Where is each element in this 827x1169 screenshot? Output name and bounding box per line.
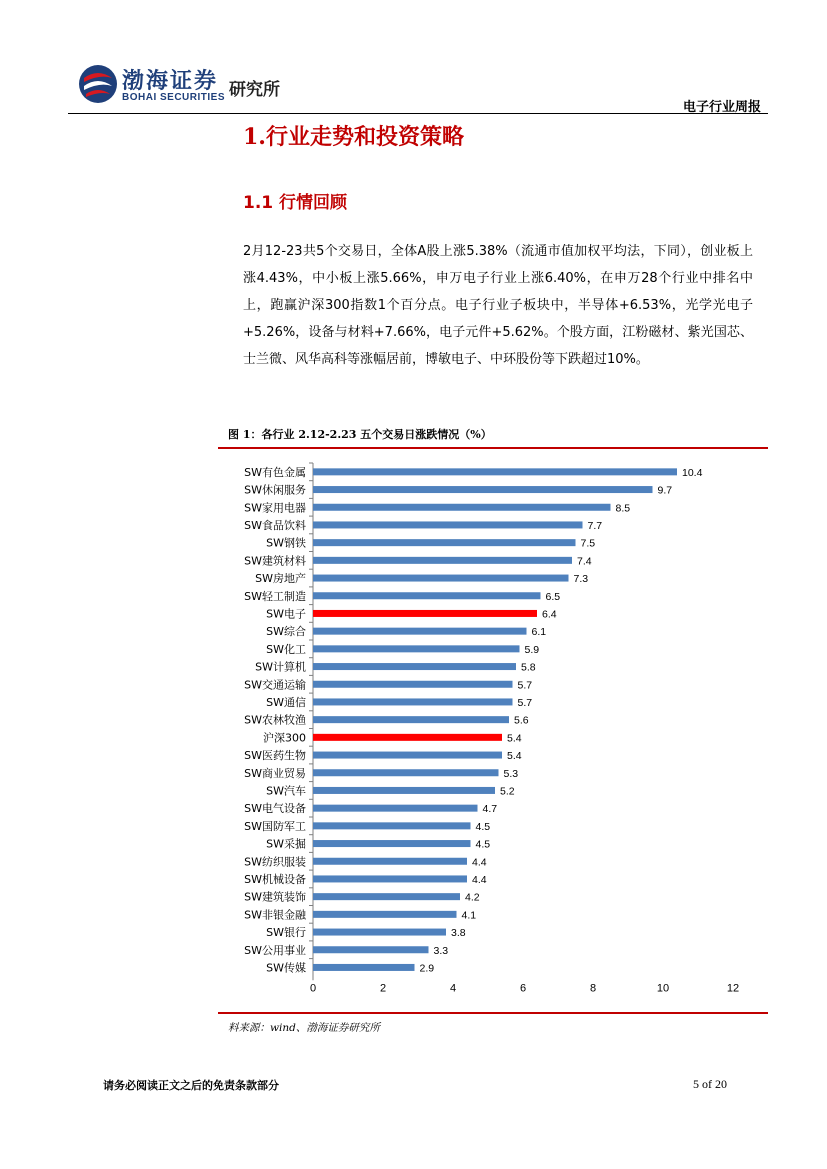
- data-label: 4.4: [472, 873, 487, 886]
- bar: [313, 911, 457, 918]
- category-label: SW电气设备: [244, 802, 306, 816]
- category-label: SW家用电器: [244, 501, 306, 515]
- bar: [313, 822, 471, 829]
- section-heading: 1.行业走势和投资策略: [243, 124, 464, 150]
- data-label: 4.1: [461, 909, 477, 922]
- data-label: 4.7: [482, 803, 498, 816]
- category-label: SW纺织服装: [244, 855, 306, 869]
- category-label: SW通信: [266, 695, 306, 709]
- bar: [313, 946, 429, 953]
- x-tick-label: 10: [656, 982, 670, 995]
- x-tick-label: 4: [449, 982, 457, 995]
- data-label: 6.1: [531, 626, 547, 639]
- data-label: 7.7: [587, 519, 603, 532]
- header-divider: [68, 113, 768, 114]
- data-label: 6.4: [542, 608, 557, 621]
- company-name-en: BOHAI SECURITIES: [122, 92, 226, 103]
- category-label: SW食品饮料: [244, 518, 306, 532]
- data-label: 5.2: [500, 785, 515, 798]
- page-number: 5 of 20: [693, 1077, 727, 1091]
- category-label: SW房地产: [255, 572, 306, 586]
- category-label: SW计算机: [255, 660, 306, 674]
- data-label: 5.4: [507, 750, 522, 763]
- category-label: SW医药生物: [244, 749, 306, 763]
- bar: [313, 698, 513, 705]
- category-label: SW有色金属: [244, 465, 306, 479]
- bar: [313, 557, 572, 564]
- x-tick-label: 0: [309, 982, 317, 995]
- category-label: SW建筑装饰: [244, 890, 306, 904]
- report-type: 电子行业周报: [682, 100, 761, 115]
- bar: [313, 504, 611, 511]
- bar: [313, 628, 527, 635]
- bar: [313, 663, 516, 670]
- category-label: SW公用事业: [244, 943, 306, 957]
- bar: [313, 752, 502, 759]
- x-tick-label: 2: [379, 982, 387, 995]
- data-label: 5.4: [507, 732, 522, 745]
- bar: [313, 592, 541, 599]
- bar: [313, 787, 495, 794]
- category-label: SW综合: [266, 625, 306, 639]
- category-label: SW休闲服务: [244, 483, 306, 497]
- bar: [313, 858, 467, 865]
- bar: [313, 875, 467, 882]
- data-label: 4.2: [465, 891, 480, 904]
- bar: [313, 716, 509, 723]
- bar: [313, 468, 677, 475]
- category-label: SW汽车: [266, 784, 306, 798]
- data-label: 7.3: [573, 573, 589, 586]
- bar: [313, 840, 471, 847]
- figure-bottom-rule: [218, 1012, 768, 1014]
- category-label: SW交通运输: [244, 678, 306, 692]
- x-tick-label: 6: [519, 982, 527, 995]
- data-label: 5.8: [521, 661, 536, 674]
- data-label: 3.3: [433, 944, 449, 957]
- data-label: 5.7: [517, 696, 533, 709]
- bar: [313, 769, 499, 776]
- category-label: SW化工: [266, 642, 306, 656]
- highlight-bar: [313, 610, 537, 617]
- category-label: SW非银金融: [244, 908, 306, 922]
- category-label: SW轻工制造: [244, 589, 306, 603]
- data-label: 5.6: [514, 714, 529, 727]
- bar: [313, 486, 653, 493]
- category-label: SW国防军工: [244, 819, 306, 833]
- company-name-cn: 渤海证券: [122, 68, 219, 94]
- category-label: SW采掘: [266, 837, 306, 851]
- data-label: 3.8: [451, 927, 466, 940]
- category-label: SW银行: [266, 926, 306, 940]
- x-tick-label: 8: [589, 982, 597, 995]
- data-label: 8.5: [615, 502, 631, 515]
- bar: [313, 575, 569, 582]
- category-label: SW传媒: [266, 961, 306, 975]
- data-label: 7.4: [577, 555, 592, 568]
- data-label: 4.4: [472, 856, 487, 869]
- bar: [313, 964, 415, 971]
- category-label: SW机械设备: [244, 872, 306, 886]
- department-label: 研究所: [229, 80, 280, 100]
- bohai-logo-icon: [78, 64, 118, 104]
- category-label: SW商业贸易: [244, 766, 306, 780]
- figure-title: 图 1：各行业 2.12-2.23 五个交易日涨跌情况（%）: [228, 428, 492, 441]
- figure-source: 料来源：wind、渤海证券研究所: [228, 1022, 380, 1034]
- data-label: 7.5: [580, 537, 596, 550]
- market-review-paragraph: 2月12-23共5个交易日，全体A股上涨5.38%（流通市值加权平均法，下同），创业板上涨4.43%，中小板上涨5.66%，申万电子行业上涨6.40%，在申万28个行业中排名中上，跑赢沪深300指数1个百分点。电子行业子板块中，半导体+6.53%，光学光电子+5.26%，设备与材料+7.66%，电子元件+5.62%。个股方面，江粉磁材、紫光国芯、士兰微、风华高科等涨幅居前，博敏电子、中环股份等下跌超过10%。: [243, 244, 753, 367]
- bar: [313, 929, 446, 936]
- category-label: 沪深300: [263, 731, 306, 745]
- bar: [313, 681, 513, 688]
- category-label: SW钢铁: [266, 536, 306, 550]
- data-label: 4.5: [475, 820, 491, 833]
- bar: [313, 645, 520, 652]
- x-tick-label: 12: [726, 982, 740, 995]
- bar: [313, 539, 576, 546]
- data-label: 4.5: [475, 838, 491, 851]
- data-label: 6.5: [545, 590, 561, 603]
- data-label: 2.9: [419, 962, 435, 975]
- highlight-bar: [313, 734, 502, 741]
- category-label: SW农林牧渔: [244, 713, 306, 727]
- bar: [313, 893, 460, 900]
- data-label: 9.7: [657, 484, 673, 497]
- data-label: 5.7: [517, 679, 533, 692]
- category-label: SW电子: [266, 607, 306, 621]
- footer-disclaimer: 请务必阅读正文之后的免责条款部分: [103, 1079, 279, 1092]
- bar: [313, 521, 583, 528]
- subsection-heading: 1.1 行情回顾: [243, 193, 348, 213]
- industry-returns-bar-chart: [218, 455, 768, 1007]
- bar: [313, 805, 478, 812]
- data-label: 10.4: [682, 466, 703, 479]
- data-label: 5.3: [503, 767, 519, 780]
- figure-top-rule: [218, 447, 768, 449]
- data-label: 5.9: [524, 643, 540, 656]
- category-label: SW建筑材料: [244, 554, 306, 568]
